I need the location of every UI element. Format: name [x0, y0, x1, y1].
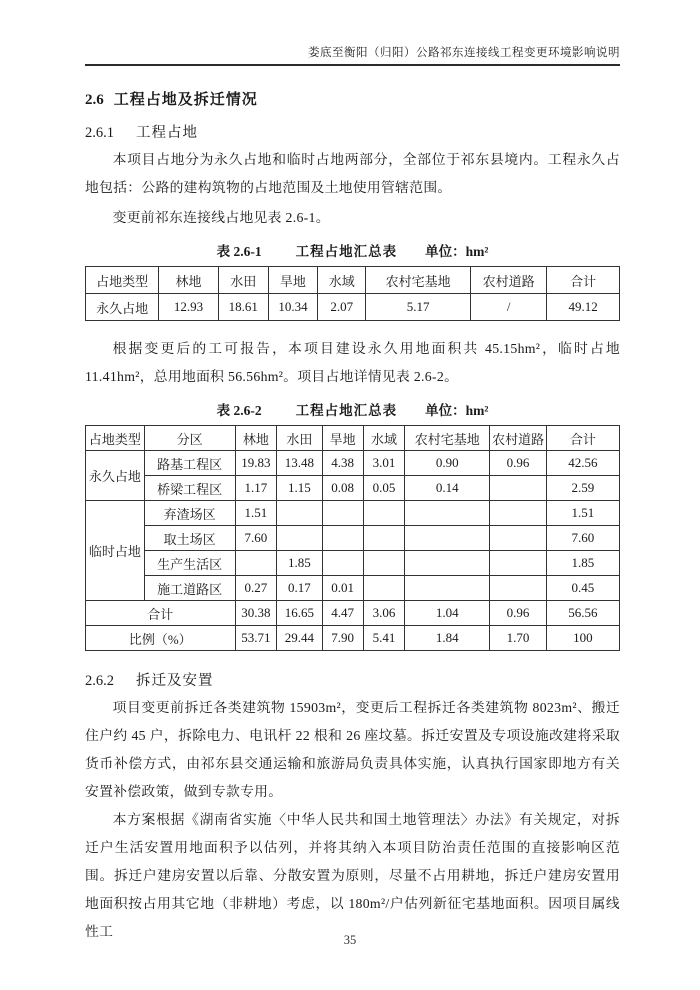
table-cell: 生产生活区 — [144, 551, 235, 576]
table-caption-title: 工程占地汇总表 — [295, 244, 398, 259]
table-header-cell: 占地类型 — [86, 426, 145, 451]
table-2-6-2 — [85, 425, 620, 651]
table-header-cell: 农村宅基地 — [366, 267, 471, 294]
table-cell — [490, 526, 547, 551]
table-cell: 永久占地 — [86, 294, 159, 321]
table-row — [86, 294, 620, 321]
table-cell — [490, 551, 547, 576]
paragraph-demolition: 项目变更前拆迁各类建筑物 15903m²，变更后工程拆迁各类建筑物 8023m²、搬迁住户约 45 户，拆除电力、电讯杆 22 根和 26 座坟墓。拆迁安置及专项设施改建将采取货币补偿方式，由祁东县交通运输和旅游局负责具体实施，认真执行国家即地方有关安置补偿政策，做到专款专用。 — [85, 700, 620, 799]
table-cell: 0.01 — [322, 576, 363, 601]
table-caption-title: 工程占地汇总表 — [295, 403, 398, 418]
table-header-cell: 林地 — [235, 426, 277, 451]
section-2-6-2-heading — [85, 669, 620, 690]
table-2-6-1-caption — [85, 240, 620, 260]
section-title: 工程占地 — [136, 125, 198, 141]
table-cell — [363, 551, 405, 576]
table-caption-label: 表 2.6-2 — [216, 403, 262, 418]
table-row — [86, 476, 620, 501]
table-header-cell: 旱地 — [322, 426, 363, 451]
page-header-text: 娄底至衡阳（归阳）公路祁东连接线工程变更环境影响说明 — [308, 47, 620, 59]
table-cell: 桥梁工程区 — [144, 476, 235, 501]
table-group-cell-temporary: 临时占地 — [86, 501, 145, 601]
table-cell: 53.71 — [235, 626, 277, 651]
table-cell — [405, 576, 490, 601]
table-cell: 3.01 — [363, 451, 405, 476]
table-header-cell: 农村道路 — [490, 426, 547, 451]
table-cell — [363, 501, 405, 526]
table-cell: 合计 — [86, 601, 236, 626]
table-header-cell: 水域 — [318, 267, 366, 294]
table-cell: 42.56 — [546, 451, 619, 476]
table-cell: 1.04 — [405, 601, 490, 626]
table-cell: 4.47 — [322, 601, 363, 626]
table-cell: 5.17 — [366, 294, 471, 321]
table-2-6-2-caption — [85, 399, 620, 419]
table-cell: 0.45 — [546, 576, 619, 601]
table-cell: / — [470, 294, 546, 321]
table-cell: 0.96 — [490, 451, 547, 476]
section-2-6-heading — [85, 88, 620, 109]
table-cell — [405, 501, 490, 526]
table-cell: 4.38 — [322, 451, 363, 476]
table-cell: 比例（%） — [86, 626, 236, 651]
page-header-rule — [85, 0, 620, 66]
section-title: 工程占地及拆迁情况 — [113, 92, 258, 108]
table-cell — [490, 501, 547, 526]
table-cell: 1.85 — [277, 551, 322, 576]
table-cell: 16.65 — [277, 601, 322, 626]
section-number: 2.6.2 — [85, 673, 114, 689]
paragraph-resettlement: 本方案根据《湖南省实施〈中华人民共和国土地管理法〉办法》有关规定，对拆迁户生活安置用地面积予以估列，并将其纳入本项目防治责任范围的直接影响区范围。拆迁户建房安置以后靠、分散安置为原则，尽量不占用耕地，拆迁户建房安置用地面积按占用其它地（非耕地）考虑，以 180m²/户估列新征宅基地面积。因项目属线性工 — [85, 812, 620, 939]
table-header-cell: 合计 — [546, 426, 619, 451]
table-cell — [490, 476, 547, 501]
table-cell: 1.70 — [490, 626, 547, 651]
table-cell — [405, 551, 490, 576]
table-row — [86, 451, 620, 476]
table-cell: 19.83 — [235, 451, 277, 476]
table-cell: 2.07 — [318, 294, 366, 321]
table-cell: 7.60 — [546, 526, 619, 551]
table-cell: 1.85 — [546, 551, 619, 576]
table-cell: 0.96 — [490, 601, 547, 626]
table-group-cell-permanent: 永久占地 — [86, 451, 145, 501]
section-title: 拆迁及安置 — [136, 673, 214, 689]
table-cell — [277, 526, 322, 551]
table-cell: 29.44 — [277, 626, 322, 651]
table-cell: 3.06 — [363, 601, 405, 626]
table-cell — [235, 551, 277, 576]
table-cell: 0.90 — [405, 451, 490, 476]
table-header-cell: 林地 — [159, 267, 219, 294]
table-cell — [277, 501, 322, 526]
table-header-row — [86, 426, 620, 451]
table-header-cell: 水田 — [218, 267, 268, 294]
table-cell: 49.12 — [547, 294, 620, 321]
table-cell: 56.56 — [546, 601, 619, 626]
table-header-cell: 旱地 — [268, 267, 318, 294]
table-cell: 弃渣场区 — [144, 501, 235, 526]
table-2-6-1 — [85, 266, 620, 321]
page-number: 35 — [343, 933, 357, 947]
table-cell: 0.17 — [277, 576, 322, 601]
table-ratio-row — [86, 626, 620, 651]
table-cell: 1.15 — [277, 476, 322, 501]
table-cell: 5.41 — [363, 626, 405, 651]
table-cell — [322, 526, 363, 551]
table-cell: 施工道路区 — [144, 576, 235, 601]
table-header-cell: 水域 — [363, 426, 405, 451]
section-2-6-1-heading — [85, 121, 620, 142]
table-cell: 12.93 — [159, 294, 219, 321]
table-cell: 18.61 — [218, 294, 268, 321]
table-header-cell: 农村宅基地 — [405, 426, 490, 451]
table-header-cell: 合计 — [547, 267, 620, 294]
paragraph-table1-ref: 变更前祁东连接线占地见表 2.6-1。 — [112, 210, 330, 225]
table-header-row — [86, 267, 620, 294]
table-cell — [363, 526, 405, 551]
table-header-cell: 占地类型 — [86, 267, 159, 294]
table-cell: 0.08 — [322, 476, 363, 501]
table-cell: 0.14 — [405, 476, 490, 501]
table-cell: 1.17 — [235, 476, 277, 501]
table-cell — [363, 576, 405, 601]
table-cell: 7.90 — [322, 626, 363, 651]
table-header-cell: 分区 — [144, 426, 235, 451]
table-cell: 0.27 — [235, 576, 277, 601]
table-cell: 1.51 — [546, 501, 619, 526]
table-row — [86, 576, 620, 601]
section-number: 2.6.1 — [85, 125, 114, 141]
table-cell — [490, 576, 547, 601]
table-cell: 30.38 — [235, 601, 277, 626]
table-row — [86, 551, 620, 576]
table-total-row — [86, 601, 620, 626]
table-row — [86, 526, 620, 551]
table-caption-unit: 单位：hm² — [425, 403, 489, 418]
paragraph-post-change-areas: 根据变更后的工可报告，本项目建设永久用地面积共 45.15hm²，临时占地 11.41hm²，总用地面积 56.56hm²。项目占地详情见表 2.6-2。 — [85, 341, 620, 384]
table-header-cell: 农村道路 — [470, 267, 546, 294]
table-cell: 10.34 — [268, 294, 318, 321]
table-caption-label: 表 2.6-1 — [216, 244, 262, 259]
table-caption-unit: 单位：hm² — [425, 244, 489, 259]
table-cell: 取土场区 — [144, 526, 235, 551]
paragraph-land-overview: 本项目占地分为永久占地和临时占地两部分，全部位于祁东县境内。工程永久占地包括：公路的建构筑物的占地范围及土地使用管辖范围。 — [85, 152, 620, 195]
table-cell: 1.51 — [235, 501, 277, 526]
table-cell — [322, 551, 363, 576]
table-header-cell: 水田 — [277, 426, 322, 451]
table-cell — [322, 501, 363, 526]
table-cell: 100 — [546, 626, 619, 651]
table-cell: 路基工程区 — [144, 451, 235, 476]
table-cell: 0.05 — [363, 476, 405, 501]
table-cell — [405, 526, 490, 551]
table-cell: 7.60 — [235, 526, 277, 551]
table-cell: 2.59 — [546, 476, 619, 501]
table-cell: 13.48 — [277, 451, 322, 476]
table-row — [86, 501, 620, 526]
table-cell: 1.84 — [405, 626, 490, 651]
section-number: 2.6 — [85, 92, 104, 108]
